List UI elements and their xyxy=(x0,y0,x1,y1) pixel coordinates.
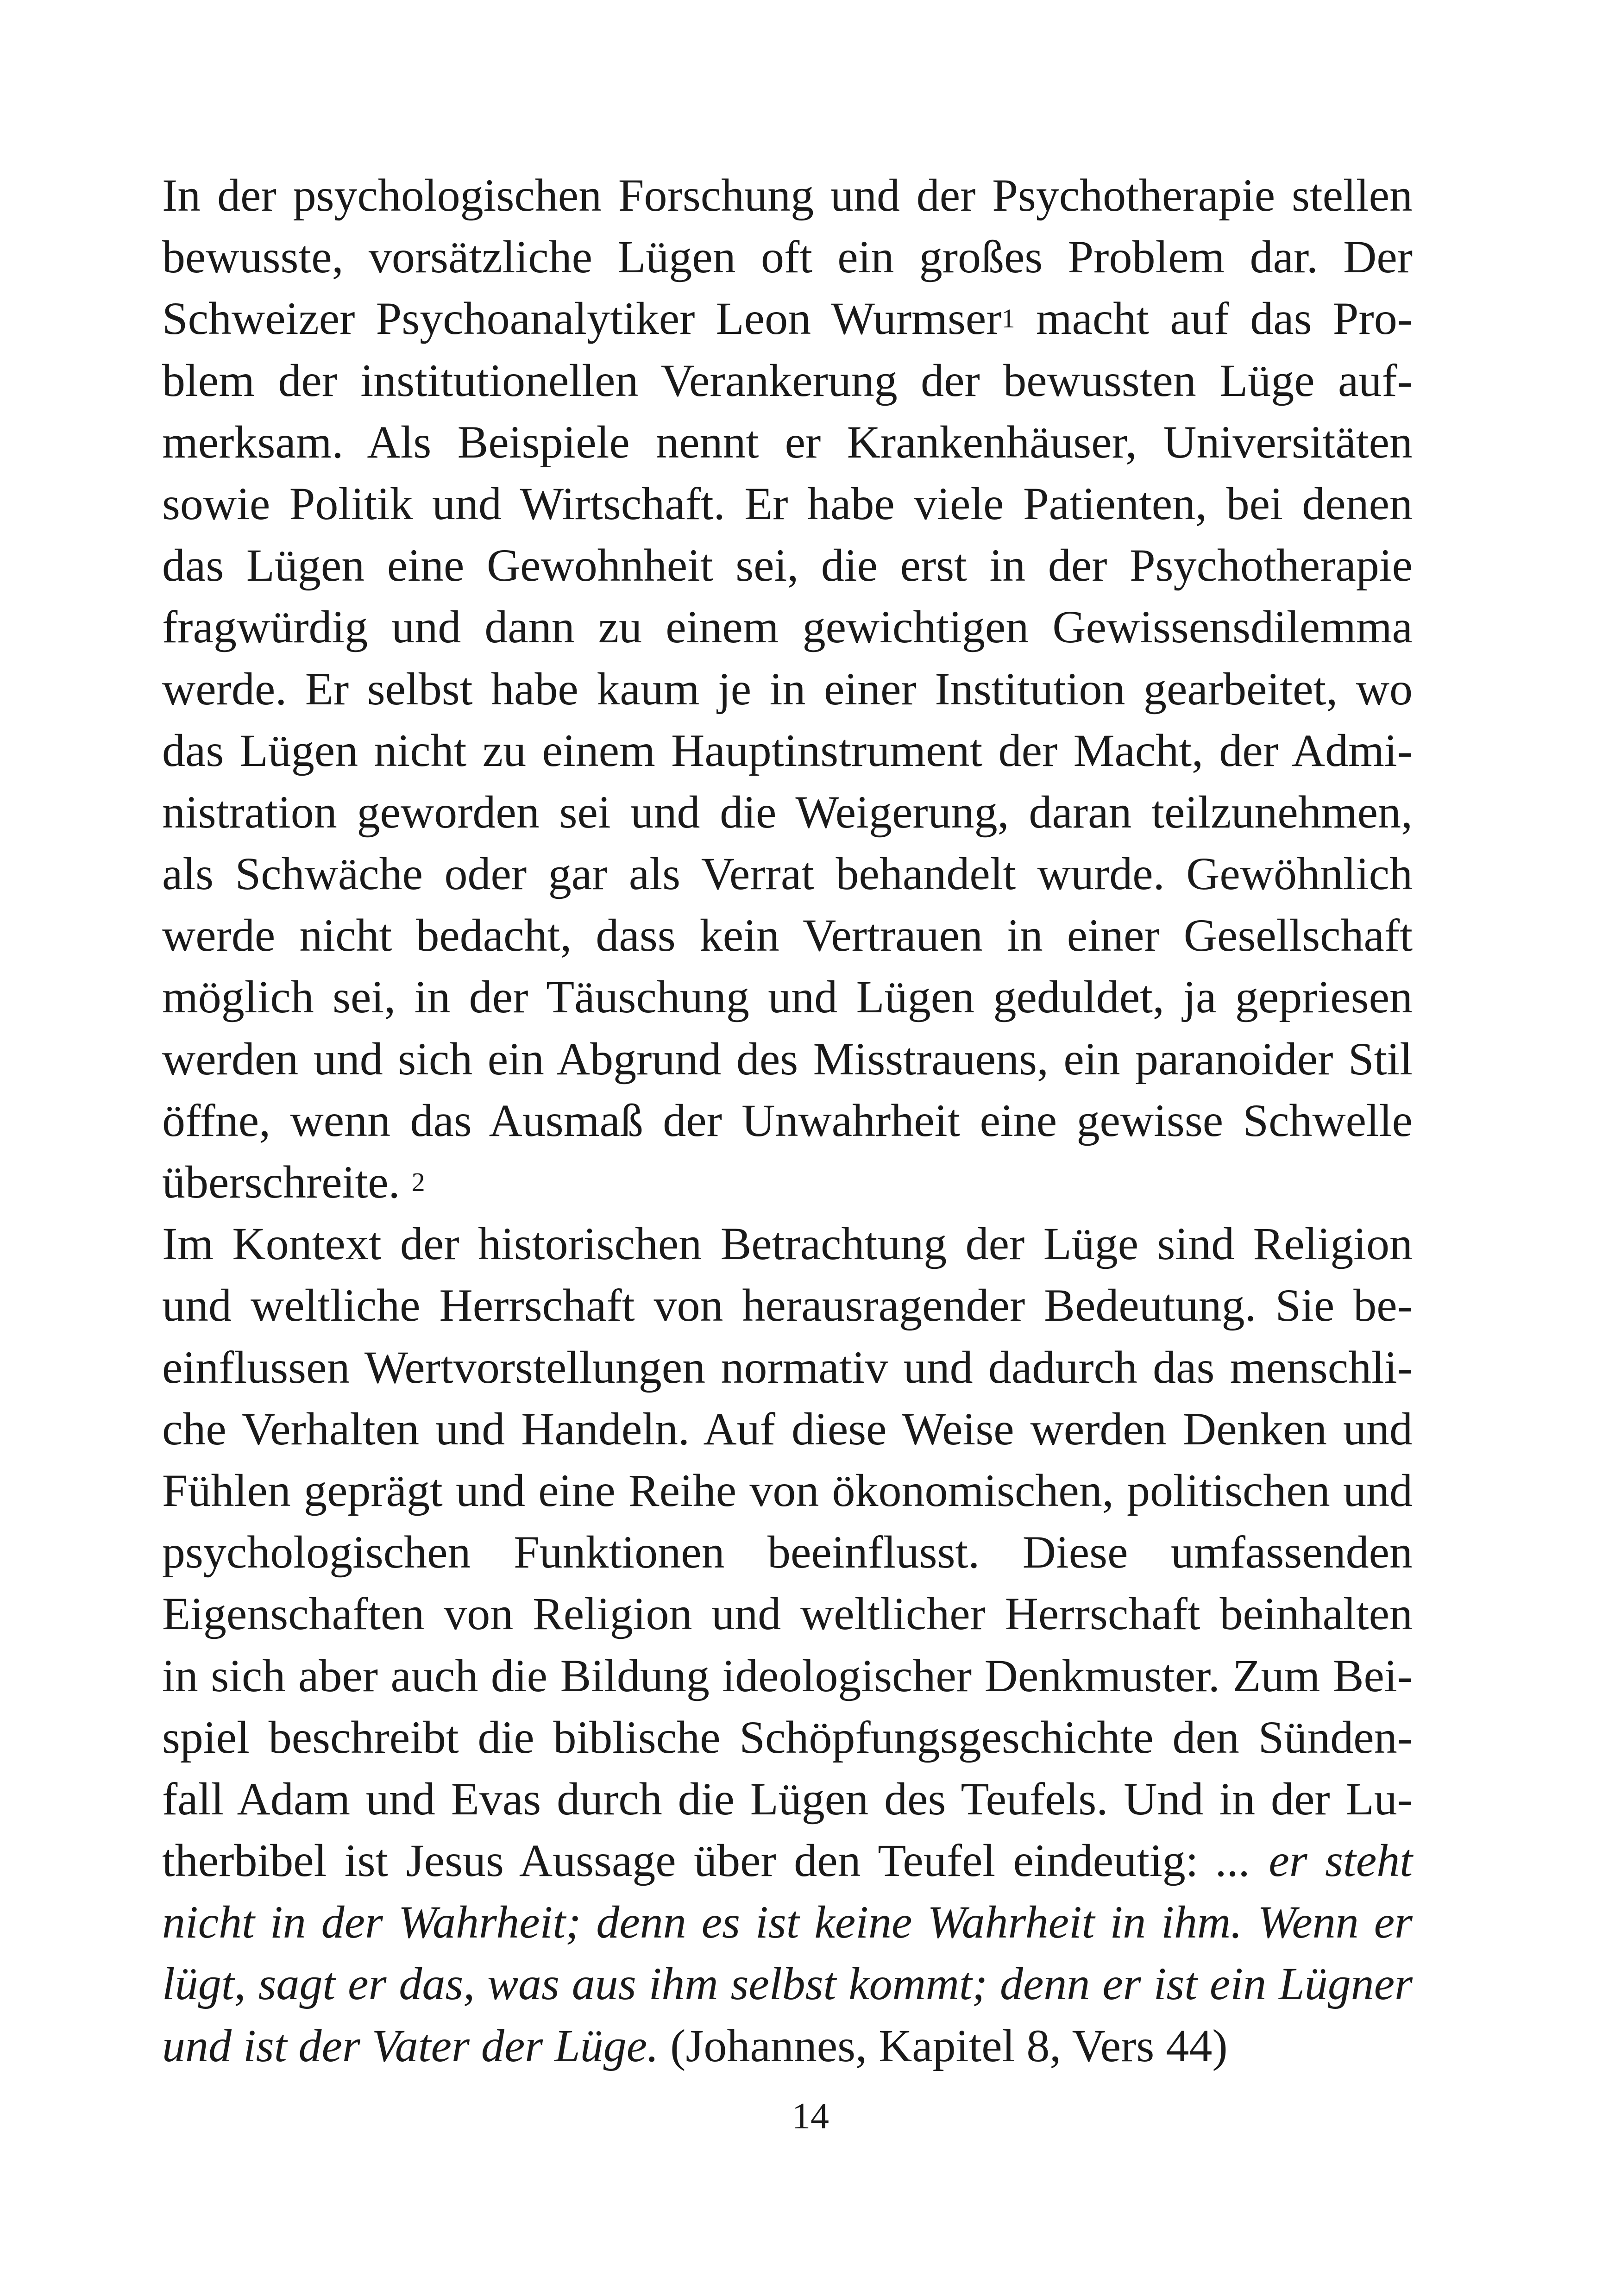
bible-quote-end: und ist der Vater der Lüge. xyxy=(162,2020,659,2071)
text-segment: Schweizer Psychoanalytiker Leon Wurmser xyxy=(162,293,1002,345)
text-segment: überschreite. xyxy=(162,1156,400,1208)
text-line xyxy=(162,288,1413,349)
text-line: fragwürdig und dann zu einem gewichtigen Gewissensdilemma xyxy=(162,601,1413,653)
paragraph-2 xyxy=(162,1213,1413,2076)
page-number: 14 xyxy=(792,2096,829,2137)
text-line: in sich aber auch die Bildung ideologischer Denkmuster. Zum Bei- xyxy=(162,1650,1413,1701)
bible-quote-start: ... er steht xyxy=(1216,1835,1413,1887)
bible-quote-line: lügt, sagt er das, was aus ihm selbst kommt; denn er ist ein Lügner xyxy=(162,1958,1413,2010)
text-line: möglich sei, in der Täuschung und Lügen geduldet, ja gepriesen xyxy=(162,971,1413,1023)
text-line: psychologischen Funktionen beeinflusst. Diese umfassenden xyxy=(162,1526,1413,1578)
text-line xyxy=(162,1953,1413,2014)
text-line: bewusste, vorsätzliche Lügen oft ein großes Problem dar. Der xyxy=(162,231,1413,283)
text-line: werde nicht bedacht, dass kein Vertrauen in einer Gesellschaft xyxy=(162,910,1413,961)
text-line xyxy=(162,1830,1413,1891)
text-line: Fühlen geprägt und eine Reihe von ökonomischen, politischen und xyxy=(162,1464,1413,1516)
text-line: und weltliche Herrschaft von herausragender Bedeutung. Sie be- xyxy=(162,1280,1413,1331)
text-line: spiel beschreibt die biblische Schöpfungsgeschichte den Sünden- xyxy=(162,1711,1413,1763)
text-line: einflussen Wertvorstellungen normativ und dadurch das menschli- xyxy=(162,1341,1413,1393)
text-line: werde. Er selbst habe kaum je in einer Institution gearbeitet, wo xyxy=(162,663,1413,715)
text-line: In der psychologischen Forschung und der Psychotherapie stellen xyxy=(162,169,1413,221)
text-line: das Lügen nicht zu einem Hauptinstrument der Macht, der Admi- xyxy=(162,724,1413,776)
text-line: blem der institutionellen Verankerung der bewussten Lüge auf- xyxy=(162,354,1413,406)
text-line: das Lügen eine Gewohnheit sei, die erst in der Psychotherapie xyxy=(162,539,1413,591)
text-line: sowie Politik und Wirtschaft. Er habe viele Patienten, bei denen xyxy=(162,477,1413,529)
text-line: Eigenschaften von Religion und weltlicher Herrschaft beinhalten xyxy=(162,1588,1413,1640)
page-body xyxy=(162,164,1413,2076)
text-line: öffne, wenn das Ausmaß der Unwahrheit eine gewisse Schwelle xyxy=(162,1094,1413,1146)
text-line: fall Adam und Evas durch die Lügen des Teufels. Und in der Lu- xyxy=(162,1773,1413,1825)
text-segment: therbibel ist Jesus Aussage über den Teufel eindeutig: xyxy=(162,1835,1199,1887)
text-line: Im Kontext der historischen Betrachtung der Lüge sind Religion xyxy=(162,1218,1413,1270)
text-line xyxy=(162,1891,1413,1953)
text-segment: macht auf das Pro- xyxy=(1036,293,1413,345)
bible-quote-line: nicht in der Wahrheit; denn es ist keine Wahrheit in ihm. Wenn er xyxy=(162,1896,1413,1948)
footnote-reference[interactable]: 2 xyxy=(411,1167,425,1197)
text-line: werden und sich ein Abgrund des Misstrauens, ein paranoider Stil xyxy=(162,1033,1413,1085)
text-line: merksam. Als Beispiele nennt er Krankenhäuser, Universitäten xyxy=(162,416,1413,468)
footnote-reference[interactable]: 1 xyxy=(1001,303,1015,334)
text-line xyxy=(162,2015,1413,2076)
bible-citation: (Johannes, Kapitel 8, Vers 44) xyxy=(670,2020,1228,2071)
text-line: nistration geworden sei und die Weigerung, daran teilzunehmen, xyxy=(162,786,1413,838)
paragraph-1 xyxy=(162,164,1413,1213)
text-line xyxy=(162,1151,1413,1213)
text-line: als Schwäche oder gar als Verrat behandelt wurde. Gewöhnlich xyxy=(162,848,1413,900)
text-line: che Verhalten und Handeln. Auf diese Weise werden Denken und xyxy=(162,1403,1413,1455)
